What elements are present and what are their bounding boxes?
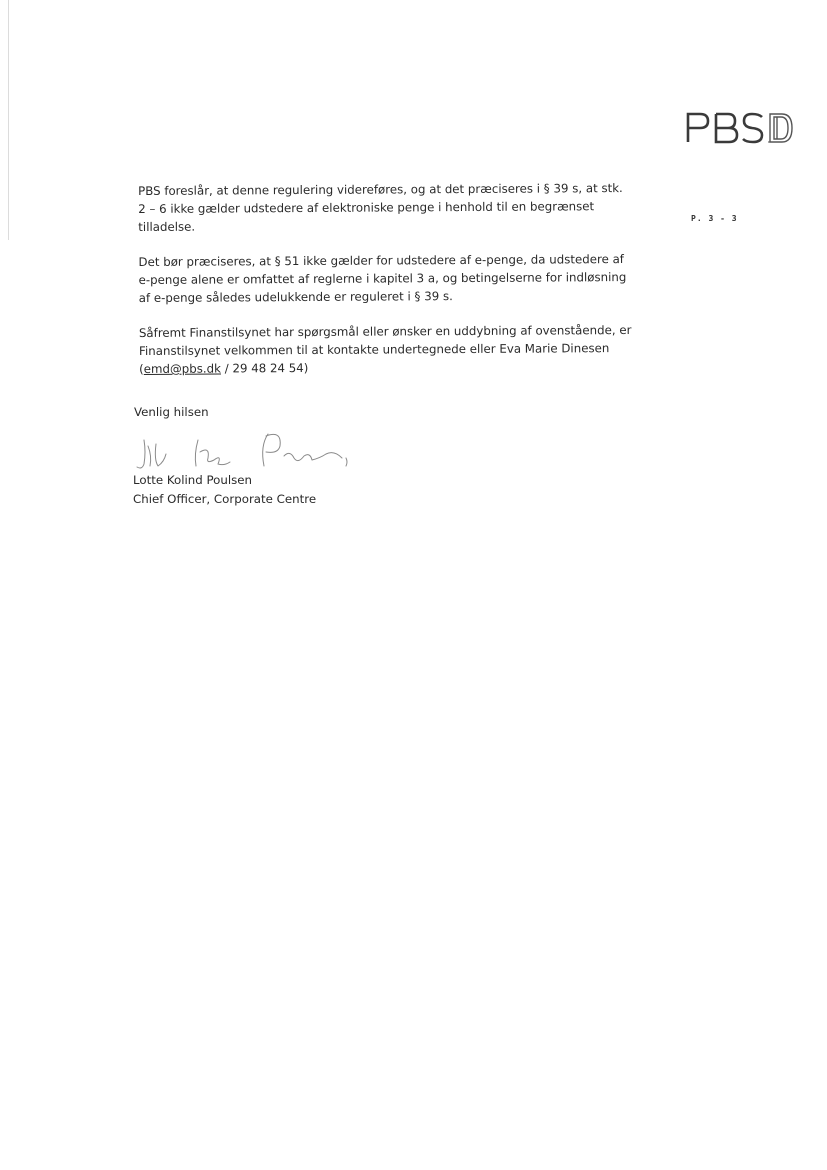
- paragraph-2-line-2: e-penge alene er omfattet af reglerne i kapitel 3 a, og betingelserne for indløsning: [138, 270, 627, 287]
- closing-greeting: Venlig hilsen: [134, 405, 209, 419]
- handwritten-signature: [134, 426, 364, 474]
- paragraph-3: [139, 321, 649, 378]
- paragraph-1-line-2: 2 – 6 ikke gælder udstedere af elektroniske penge i henhold til en begrænset: [138, 199, 595, 216]
- paragraph-2: [138, 250, 648, 307]
- paragraph-1-line-3: tilladelse.: [138, 219, 196, 234]
- scan-edge-line: [8, 0, 9, 240]
- paragraph-2-line-1: Det bør præciseres, at § 51 ikke gælder for udstedere af e-penge, da udstedere af: [138, 252, 624, 269]
- paragraph-2-line-3: af e-penge således udelukkende er reguleret i § 39 s.: [138, 289, 453, 305]
- pbs-logo: [686, 112, 796, 144]
- contact-phone: / 29 48 24 54): [220, 360, 309, 376]
- page-number: P. 3 - 3: [691, 214, 738, 223]
- signer-name: Lotte Kolind Poulsen: [133, 473, 253, 487]
- signer-title: Chief Officer, Corporate Centre: [133, 492, 317, 506]
- contact-email-link[interactable]: emd@pbs.dk: [143, 361, 222, 376]
- signer-block: [133, 471, 316, 509]
- contact-open-paren: (: [139, 361, 144, 376]
- paragraph-3-line-1: Såfremt Finanstilsynet har spørgsmål eller ønsker en uddybning af ovenstående, er: [138, 322, 632, 340]
- paragraph-1-line-1: PBS foreslår, at denne regulering videreføres, og at det præciseres i § 39 s, at stk.: [138, 181, 623, 198]
- paragraph-3-line-2: Finanstilsynet velkommen til at kontakte undertegnede eller Eva Marie Dinesen: [138, 341, 610, 358]
- letter-body: [138, 179, 649, 395]
- paragraph-1: [138, 179, 648, 236]
